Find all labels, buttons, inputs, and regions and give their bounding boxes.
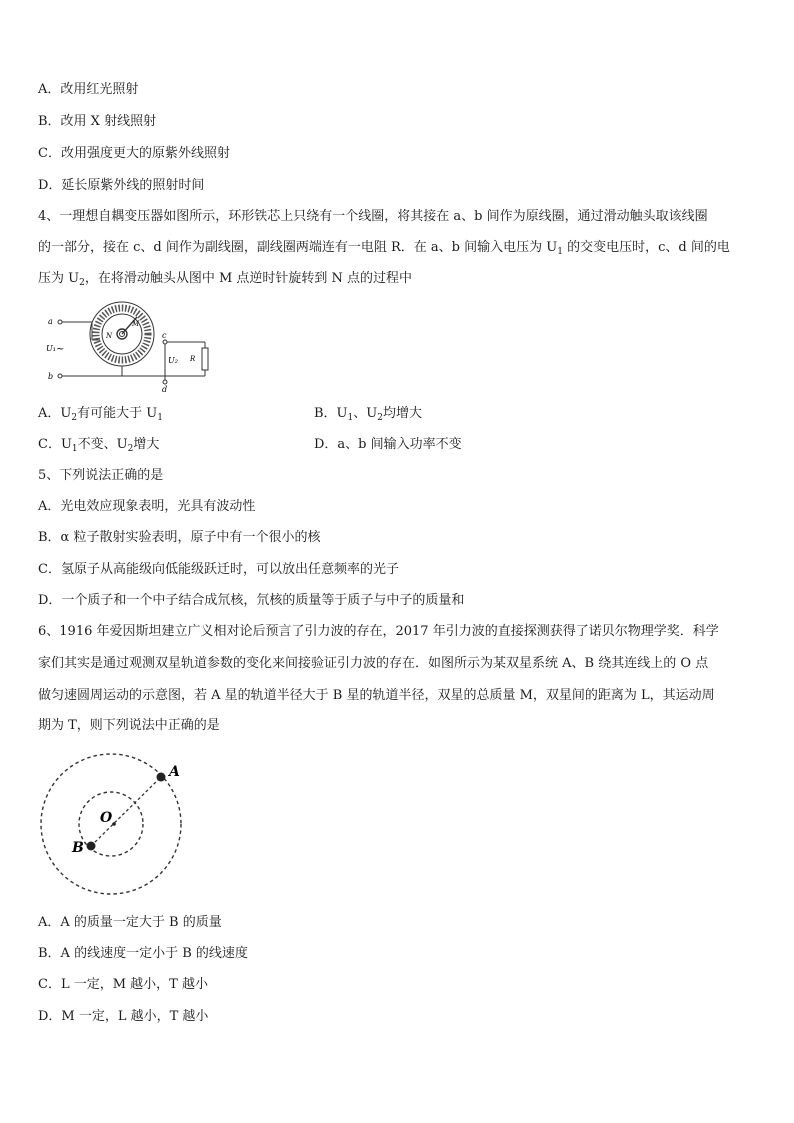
q5-stem: 5、下列说法正确的是 [38, 468, 164, 483]
q4-option-b: B．$U_1$、$U_2$均增大 [314, 406, 422, 423]
binary-star-figure [38, 752, 190, 896]
q3-option-b: B．改用 X 射线照射 [38, 114, 157, 129]
label-u1: U₁ [46, 344, 56, 353]
label-tilde: ~ [56, 344, 65, 355]
q6-option-d: D．M 一定，L 越小，T 越小 [38, 1009, 209, 1024]
label-center-o: O [100, 810, 113, 826]
q4-option-d: D．a、b 间输入功率不变 [314, 437, 462, 452]
q6-option-c: C．L 一定，M 越小，T 越小 [38, 977, 208, 992]
q6-option-a: A．A 的质量一定大于 B 的质量 [38, 915, 222, 930]
label-star-a: A [169, 764, 180, 780]
q4-stem-line2: 的一部分，接在 c、d 间作为副线圈，副线圈两端连有一电阻 R．在 a、b 间输入电压为 $U_1$ 的交变电压时，c、d 间的电 [38, 240, 730, 257]
q6-stem-line4: 期为 T，则下列说法中正确的是 [38, 718, 220, 733]
q3-option-a: A．改用红光照射 [38, 82, 139, 97]
q5-option-a: A．光电效应现象表明，光具有波动性 [38, 499, 256, 514]
q4-option-a: A．$U_2$有可能大于 $U_1$ [38, 406, 163, 423]
label-n: N [106, 332, 113, 340]
label-c: c [162, 331, 167, 340]
label-star-b: B [72, 840, 84, 856]
q6-stem-line2: 家们其实是通过观测双星轨道参数的变化来间接验证引力波的存在．如图所示为某双星系统 A、B 绕其连线上的 O 点 [38, 656, 709, 671]
label-b: b [48, 372, 54, 381]
q4-stem-line1: 4、一理想自耦变压器如图所示，环形铁芯上只绕有一个线圈，将其接在 a、b 间作为原线圈，通过滑动触头取该线圈 [38, 209, 708, 224]
label-d: d [162, 385, 168, 394]
resistor-r [202, 348, 208, 370]
q4-stem-line3: 压为 $U_2$，在将滑动触头从图中 M 点逆时针旋转到 N 点的过程中 [38, 271, 413, 288]
star-b [87, 842, 96, 851]
label-a: a [48, 317, 53, 326]
center-o [112, 822, 116, 826]
label-r: R [190, 355, 196, 363]
q3-option-d: D．延长原紫外线的照射时间 [38, 178, 205, 193]
star-a [157, 773, 166, 782]
q3-option-c: C．改用强度更大的原紫外线照射 [38, 146, 230, 161]
label-u2: U₂ [168, 356, 178, 365]
q5-option-c: C．氢原子从高能级向低能级跃迁时，可以放出任意频率的光子 [38, 562, 399, 577]
label-m: M [132, 320, 140, 328]
q5-option-d: D．一个质子和一个中子结合成氘核，氘核的质量等于质子与中子的质量和 [38, 593, 465, 608]
q5-option-b: B．α 粒子散射实验表明，原子中有一个很小的核 [38, 530, 321, 545]
q6-stem-line1: 6、1916 年爱因斯坦建立广义相对论后预言了引力波的存在，2017 年引力波的直接探测获得了诺贝尔物理学奖．科学 [38, 624, 719, 639]
autotransformer-figure [40, 300, 210, 394]
q6-option-b: B．A 的线速度一定小于 B 的线速度 [38, 946, 248, 961]
q6-stem-line3: 做匀速圆周运动的示意图，若 A 星的轨道半径大于 B 星的轨道半径，双星的总质量 M，双星间的距离为 L，其运动周 [38, 688, 715, 703]
q4-option-c: C．$U_1$不变、$U_2$增大 [38, 437, 160, 454]
